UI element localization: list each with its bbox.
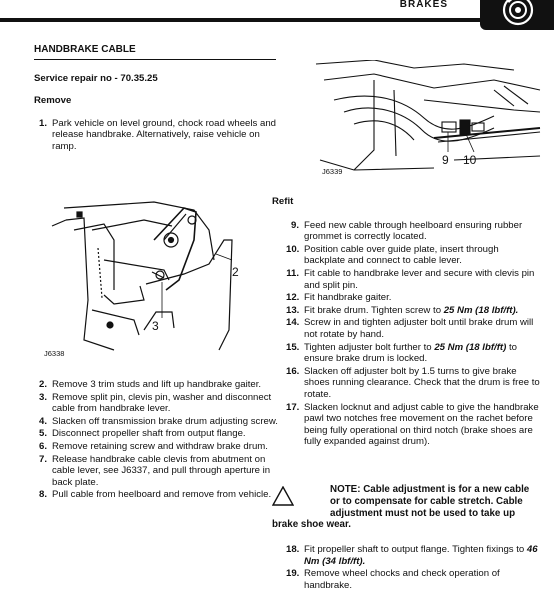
step-text: Fit propeller shaft to output flange. Tighten fixings to (304, 544, 527, 555)
list-item (286, 292, 542, 304)
list-item (286, 544, 542, 567)
list-item: 1. Park vehicle on level ground, chock road wheels and release handbrake. Alternatively, raise vehicle on ramp. (38, 117, 276, 152)
step-text: Remove split pin, clevis pin, washer and disconnect cable from handbrake lever. (52, 391, 272, 415)
step-text: to ensure brake drum is locked. (304, 341, 517, 365)
step-number: 9. (290, 219, 299, 231)
step-number: 14. (286, 317, 300, 329)
step-text: Slacken off adjuster bolt by 1.5 turns to give brake shoes running clearance. Check that the drum is free to rotate. (304, 365, 540, 400)
step-number: 3. (38, 391, 47, 403)
step-number: 8. (38, 489, 47, 501)
note-line-3: adjustment must not be used to take up (330, 507, 516, 519)
torque-value: 25 Nm (18 lbf/ft). (443, 304, 519, 316)
step-number: 11. (286, 267, 299, 279)
step-text: Remove wheel chocks and check operation of handbrake. (304, 568, 500, 591)
remove-heading: Remove (34, 95, 72, 107)
procedure-title: HANDBRAKE CABLE (34, 44, 276, 60)
step-text: Screw in and tighten adjuster bolt until brake drum will not rotate by hand. (304, 317, 534, 340)
figure-caption: J6339 (322, 167, 343, 176)
figure-j6338 (44, 200, 264, 365)
torque-value: 25 Nm (18 lbf/ft) (434, 341, 507, 353)
remove-step-1 (34, 118, 284, 153)
list-item (34, 416, 284, 428)
final-steps (272, 544, 542, 592)
step-text: Remove retaining screw and withdraw brake drum. (52, 440, 268, 452)
figure-caption: J6338 (44, 349, 65, 358)
refit-heading: Refit (272, 196, 294, 207)
step-number: 5. (38, 428, 47, 440)
list-item (34, 489, 284, 501)
refit-section (272, 196, 542, 449)
callout-3: 3 (152, 319, 159, 333)
list-item (286, 268, 542, 291)
list-item (286, 305, 542, 317)
list-item (286, 342, 542, 365)
list-item (34, 428, 284, 440)
list-item (34, 441, 284, 453)
note-box (272, 484, 542, 531)
brake-disc-icon (502, 0, 534, 28)
list-item (286, 220, 542, 243)
note-line-1: NOTE: Cable adjustment is for a new cable (330, 484, 530, 495)
step-number: 4. (38, 415, 47, 427)
list-item (286, 244, 542, 267)
list-item (34, 392, 284, 415)
step-text: Fit brake drum. Tighten screw to (304, 304, 444, 316)
service-repair-number: Service repair no - 70.35.25 (34, 72, 158, 84)
step-text: Slacken off transmission brake drum adjusting screw. (52, 415, 278, 427)
step-text: Pull cable from heelboard and remove from vehicle. (52, 489, 272, 501)
step-number: 6. (38, 440, 47, 452)
step-text: Position cable over guide plate, insert through backplate and connect to cable lever. (304, 243, 499, 267)
step-number: 7. (38, 453, 47, 465)
step-text: Fit cable to handbrake lever and secure with clevis pin and split pin. (304, 267, 535, 291)
step-number: 10. (286, 243, 300, 255)
list-item (286, 568, 542, 591)
step-number: 15. (286, 341, 300, 353)
torque-value: 46 Nm (34 lbf/ft). (304, 544, 538, 567)
step-number: 16. (286, 365, 300, 377)
step-text: Feed new cable through heelboard ensuring rubber grommet is correctly located. (304, 219, 523, 243)
refit-steps-list (272, 220, 542, 448)
step-text: Slacken locknut and adjust cable to give the handbrake pawl two notches free movement on the rachet before being fully operational on third notch (brake shoes are fully expanded against drum). (304, 401, 539, 448)
final-steps-list (272, 544, 542, 591)
step-text: Tighten adjuster bolt further to (304, 341, 435, 353)
step-text: Disconnect propeller shaft from output flange. (52, 428, 246, 440)
step-number: 2. (38, 379, 47, 390)
warning-triangle-icon (272, 486, 294, 506)
remove-steps-list (34, 379, 284, 501)
callout-9: 9 (442, 153, 449, 167)
list-item (34, 454, 284, 489)
step-number: 18. (286, 544, 300, 555)
left-steps (34, 379, 284, 502)
header-rule (0, 18, 482, 22)
step-number: 17. (286, 401, 300, 413)
callout-2: 2 (232, 265, 239, 279)
note-line-4: brake shoe wear. (272, 519, 351, 531)
section-tab (480, 0, 554, 30)
step-number: 13. (286, 304, 300, 316)
list-item (286, 317, 542, 340)
note-line-2: or to compensate for cable stretch. Cable (330, 495, 523, 507)
figure-j6339 (314, 60, 544, 180)
callout-10: 10 (463, 153, 477, 167)
section-title: BRAKES (399, 0, 448, 10)
step-text: Remove 3 trim studs and lift up handbrake gaiter. (52, 379, 262, 390)
list-item (286, 366, 542, 401)
list-item (34, 379, 284, 391)
step-text: Fit handbrake gaiter. (304, 292, 392, 304)
step-text: Release handbrake cable clevis from abutment on cable lever, see J6337, and pull through aperture in back plate. (52, 453, 271, 488)
list-item (286, 402, 542, 448)
left-column (34, 44, 284, 154)
step-number: 19. (286, 568, 300, 580)
step-number: 12. (286, 292, 300, 304)
